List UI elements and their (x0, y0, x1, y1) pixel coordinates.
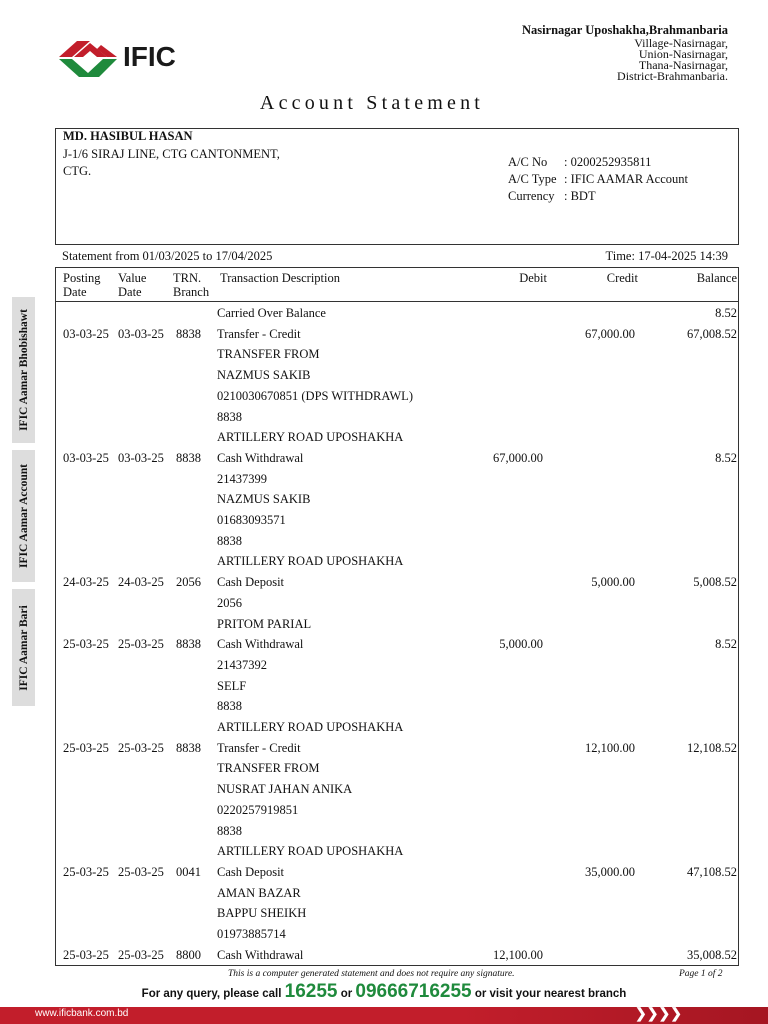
branch-address-block (522, 25, 728, 82)
ac-type-label: A/C Type (508, 172, 557, 186)
cell-description: ARTILLERY ROAD UPOSHAKHA (217, 844, 404, 859)
header-balance: Balance (696, 271, 737, 285)
cell-description: Transfer - Credit (217, 740, 301, 755)
table-row (56, 761, 738, 781)
cell-description: ARTILLERY ROAD UPOSHAKHA (217, 554, 404, 569)
cell-description: NUSRAT JAHAN ANIKA (217, 782, 353, 797)
cell-value-date: 24-03-25 (118, 575, 164, 590)
account-info (508, 154, 688, 205)
cell-description: Cash Withdrawal (217, 947, 304, 962)
cell-description: NAZMUS SAKIB (217, 368, 311, 383)
header-credit: Credit (606, 271, 638, 285)
table-row (56, 492, 738, 512)
cell-balance: 5,008.52 (693, 575, 737, 590)
table-row (56, 472, 738, 492)
header-text: Date (118, 285, 142, 299)
header-text: Branch (173, 285, 210, 299)
cell-description: Cash Withdrawal (217, 450, 304, 465)
header-text: Value (118, 271, 147, 285)
ific-logo-icon (57, 37, 119, 81)
customer-address (63, 146, 280, 180)
cell-description: Carried Over Balance (217, 306, 326, 320)
cell-credit: 12,100.00 (585, 740, 635, 755)
cell-description: 01683093571 (217, 513, 286, 527)
cell-balance: 12,108.52 (687, 740, 737, 755)
cell-posting-date: 25-03-25 (63, 740, 109, 755)
statement-time: Time: 17-04-2025 14:39 (605, 249, 728, 263)
cell-credit: 67,000.00 (585, 326, 635, 341)
table-row (56, 554, 738, 574)
branch-address-line: Thana-Nasirnagar, (638, 58, 728, 72)
header-text: TRN. (173, 271, 202, 285)
cell-trn-branch: 8838 (176, 450, 201, 465)
customer-info-box (55, 128, 739, 245)
table-row (56, 596, 738, 616)
bank-url-link[interactable]: www.ificbank.com.bd (35, 1008, 129, 1019)
header-posting-date (63, 271, 101, 299)
cell-description: 21437399 (217, 471, 267, 486)
footer-note-text: This is a computer generated statement and does not require any signature. (228, 969, 515, 979)
cell-posting-date: 25-03-25 (63, 947, 109, 962)
table-row (56, 699, 738, 719)
branch-address-line: Village-Nasirnagar, (634, 36, 728, 50)
cell-balance: 35,008.52 (687, 947, 737, 962)
table-row (56, 575, 738, 595)
cell-description: Cash Withdrawal (217, 637, 304, 652)
table-row (56, 368, 738, 388)
cell-description: ARTILLERY ROAD UPOSHAKHA (217, 430, 404, 445)
header-text: Date (63, 285, 87, 299)
address-line-2: CTG. (63, 164, 92, 178)
logo-text: IFIC (123, 41, 176, 72)
cell-description: PRITOM PARIAL (217, 616, 312, 631)
cell-description: Transfer - Credit (217, 326, 301, 341)
table-header (56, 268, 738, 302)
cell-debit: 12,100.00 (493, 947, 543, 962)
ac-no-label: A/C No (508, 155, 548, 169)
cell-trn-branch: 8800 (176, 947, 201, 962)
table-row (56, 824, 738, 844)
cell-posting-date: 25-03-25 (63, 864, 109, 879)
cell-value-date: 03-03-25 (118, 326, 164, 341)
query-prefix: For any query, please call (141, 988, 282, 1000)
cell-trn-branch: 2056 (176, 575, 201, 590)
table-row (56, 637, 738, 657)
side-tab-label: IFIC Aamar Bhobishawt (17, 309, 30, 431)
header-debit: Debit (519, 271, 547, 285)
hotline-2[interactable]: 09666716255 (355, 981, 472, 1002)
table-row (56, 679, 738, 699)
cell-debit: 5,000.00 (499, 637, 543, 652)
cell-credit: 35,000.00 (585, 864, 635, 879)
side-tab-account[interactable] (12, 450, 35, 582)
cell-description: 01973885714 (217, 927, 286, 941)
table-row (56, 327, 738, 347)
table-row (56, 865, 738, 885)
cell-trn-branch: 8838 (176, 326, 201, 341)
statement-period: Statement from 01/03/2025 to 17/04/2025 (62, 249, 273, 263)
table-row (56, 389, 738, 409)
table-row (56, 617, 738, 637)
cell-description: Cash Deposit (217, 864, 285, 879)
hotline-1[interactable]: 16255 (284, 981, 338, 1002)
header-text: Posting (63, 271, 101, 285)
cell-description: 8838 (217, 409, 242, 424)
header-description: Transaction Description (220, 271, 341, 285)
side-tab-label: IFIC Aamar Account (17, 464, 30, 568)
header-trn-branch (173, 271, 209, 299)
table-row (56, 948, 738, 968)
side-tab-bari[interactable] (12, 589, 35, 706)
cell-value-date: 03-03-25 (118, 450, 164, 465)
cell-trn-branch: 8838 (176, 637, 201, 652)
cell-description: 8838 (217, 699, 242, 714)
address-line-1: J-1/6 SIRAJ LINE, CTG CANTONMENT, (63, 147, 280, 161)
header-value-date (118, 271, 146, 299)
table-row (56, 720, 738, 740)
branch-address-line: Union-Nasirnagar, (638, 47, 728, 61)
cell-balance: 8.52 (715, 637, 737, 652)
cell-description: 8838 (217, 823, 242, 838)
cell-credit: 5,000.00 (591, 575, 635, 590)
table-row (56, 844, 738, 864)
cell-trn-branch: 0041 (176, 864, 201, 879)
cell-description: BAPPU SHEIKH (217, 906, 307, 921)
cell-value-date: 25-03-25 (118, 947, 164, 962)
side-tab-bhobishawt[interactable] (12, 297, 35, 443)
cell-description: Cash Deposit (217, 575, 285, 590)
side-tab-label: IFIC Aamar Bari (17, 604, 30, 691)
table-row (56, 534, 738, 554)
cell-balance: 47,108.52 (687, 864, 737, 879)
table-row (56, 782, 738, 802)
table-row (56, 927, 738, 947)
cell-balance: 8.52 (715, 450, 737, 465)
page-title: Account Statement (259, 92, 485, 114)
cell-posting-date: 25-03-25 (63, 637, 109, 652)
cell-description: 21437392 (217, 657, 267, 672)
page-number: Page 1 of 2 (679, 969, 723, 979)
table-row (56, 906, 738, 926)
table-row (56, 347, 738, 367)
transactions-table (55, 267, 739, 966)
query-or: or (340, 988, 353, 1000)
ac-type-value: : IFIC AAMAR Account (564, 172, 688, 186)
cell-description: TRANSFER FROM (217, 347, 320, 362)
chevron-right-icon: ❯❯❯❯ (635, 1007, 682, 1022)
cell-description: AMAN BAZAR (217, 885, 301, 900)
cell-description: 2056 (217, 595, 242, 610)
cell-value-date: 25-03-25 (118, 740, 164, 755)
cell-posting-date: 03-03-25 (63, 326, 109, 341)
cell-description: 8838 (217, 533, 242, 548)
customer-name: MD. HASIBUL HASAN (63, 129, 193, 143)
ac-no-value: : 0200252935811 (564, 155, 652, 169)
cell-description: 0220257919851 (217, 802, 299, 817)
query-line (0, 981, 768, 1003)
table-row (56, 886, 738, 906)
cell-debit: 67,000.00 (493, 450, 543, 465)
table-row (56, 430, 738, 450)
ific-logo (57, 37, 182, 81)
currency-value: : BDT (564, 189, 596, 203)
cell-balance: 67,008.52 (687, 326, 737, 341)
cell-description: TRANSFER FROM (217, 761, 320, 776)
cell-posting-date: 03-03-25 (63, 450, 109, 465)
branch-name: Nasirnagar Uposhakha,Brahmanbaria (521, 23, 728, 37)
cell-value-date: 25-03-25 (118, 637, 164, 652)
cell-value-date: 25-03-25 (118, 864, 164, 879)
branch-address-line: District-Brahmanbaria. (617, 69, 728, 83)
cell-description: ARTILLERY ROAD UPOSHAKHA (217, 720, 404, 734)
table-row (56, 451, 738, 471)
cell-description: SELF (217, 678, 247, 693)
cell-description: 0210030670851 (DPS WITHDRAWL) (217, 388, 413, 403)
table-row (56, 741, 738, 761)
currency-label: Currency (508, 189, 555, 203)
table-row (56, 803, 738, 823)
cell-description: NAZMUS SAKIB (217, 492, 311, 507)
table-row (56, 658, 738, 678)
cell-trn-branch: 8838 (176, 740, 201, 755)
cell-posting-date: 24-03-25 (63, 575, 109, 590)
query-suffix: or visit your nearest branch (474, 988, 627, 1000)
table-row (56, 410, 738, 430)
cell-balance: 8.52 (715, 306, 737, 320)
table-row (56, 513, 738, 533)
table-row (56, 306, 738, 326)
